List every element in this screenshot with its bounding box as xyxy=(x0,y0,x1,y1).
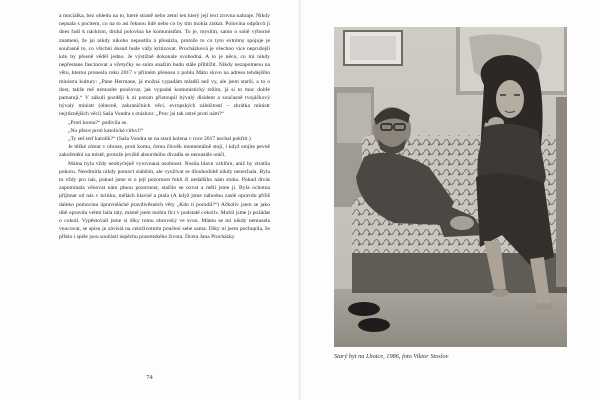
paragraph: „Proti komu?“ podivila se. xyxy=(68,119,128,126)
photo-caption: Starý byt na Lhotce, 1986, foto Viktor Stoslov xyxy=(334,353,449,360)
paragraph: „No přece proti katolické církvi!“ xyxy=(68,127,144,134)
paragraph: Je těžké zůstat v obraze, proti komu, čemu člověk momentálně stojí, i když stojíte pevně zakořenění na místě, protože jeviště absurdního divadla se nenustále otáčí. xyxy=(59,144,270,159)
paragraph: „Ty seš teď katolík?“ (Saša Vondra se na stará kolena v roce 2017 nechal pokřtít.) xyxy=(68,136,251,143)
page-number: 74 xyxy=(146,374,153,381)
paragraph: Máma byla vždy neobyčejně vyrovnaná osobnost. Nosila hlavu vzhlůru, aniž by ztratila pokoru. Neodmítla nikdy pomoct slabším, ale využívat se dlouhodobě nikdy nenechala. Byla tu vždy pro nás, pokud jsme si o její pozornost řekli či nedalšího nám sluhu. Pokud dívás zapomínala věnovat nám plnou pozornost, stačilo se ozvat a měli jsme ji. Byla ochotna přijímat od nás v kritiku, mělách hlavně a ptala (A když jsme náhodou zaslé opravdu příliš daleko pomocinu úpravněáché pravdivěsnéch věty „Kdo ti porodil?“) Ačkoliv jsem se jako dítě opravdu velmi bála táty, mámě jsem mohla říct v podstatě cokoliv. Mohli jsme ji požádat o cokoli. Vypěstovali jsme si díky tomu obrovský ve svou. Mámu se mi nikdy nemusela vnucovat, se spisu je závislá na celoživotním poučení sebe sama. Díky ní jsem pochopila, že příklo i spíše jsou součástí úspěchu pozemského života. Dcera Jana Procházky xyxy=(59,160,270,241)
body-text xyxy=(59,12,270,367)
photo-illustration xyxy=(334,27,567,347)
right-page xyxy=(301,0,600,400)
photograph xyxy=(334,27,567,347)
paragraph: a mociálka, bez ohledu na to, které straně nebo zemi ten který její text zrovna nahraje. Nikdy nepsala s pocitem, co na to asi řeknou lidé nebo co by tím mohla získat. Polovina odpůrců ji dnes řadí k náckism, druhá polovina ke komunistům. To je, myslím, samo o sobě výborné znamení, že jsi nikdy nikoho nepustila á přesázla, protože to co tyto extrémy spojuje je současně to, co všichni dosud bude vážy kritizovat. Procházková je všechno více nepružejší kdo by přesně věděl jedno. Je výstižně dokonale svobodná. A to je něco, co mi nikdy nepřestane fascinovat a včetyčky se sním snažím budu stále přiblížit. Nikdy nezapomenu na větu, kterou pronesla roku 2017 v přímém přenosu z pohlu Mátu slovo na adresu tehdejšího ministra kultury: „Pane Hermane, já možná vypadám mladší než vy, ale jsem starší, a to o dost, takže mě nemusíte poučovat, jak vypadal komunistický režim, já si to moc dobře pamatuji.“ V zákulí později k ní potom přistoupil bývalý disident a současně tvojáčkový bývalý ministr (obecně, zahraničních věcí, evropských záležitostí – zkrátka ministr nejrůznějších věcí) Saša Vondra s otázkou: „Proc jsi tak ostré proti nám?“ xyxy=(59,13,270,118)
left-page xyxy=(0,0,299,400)
